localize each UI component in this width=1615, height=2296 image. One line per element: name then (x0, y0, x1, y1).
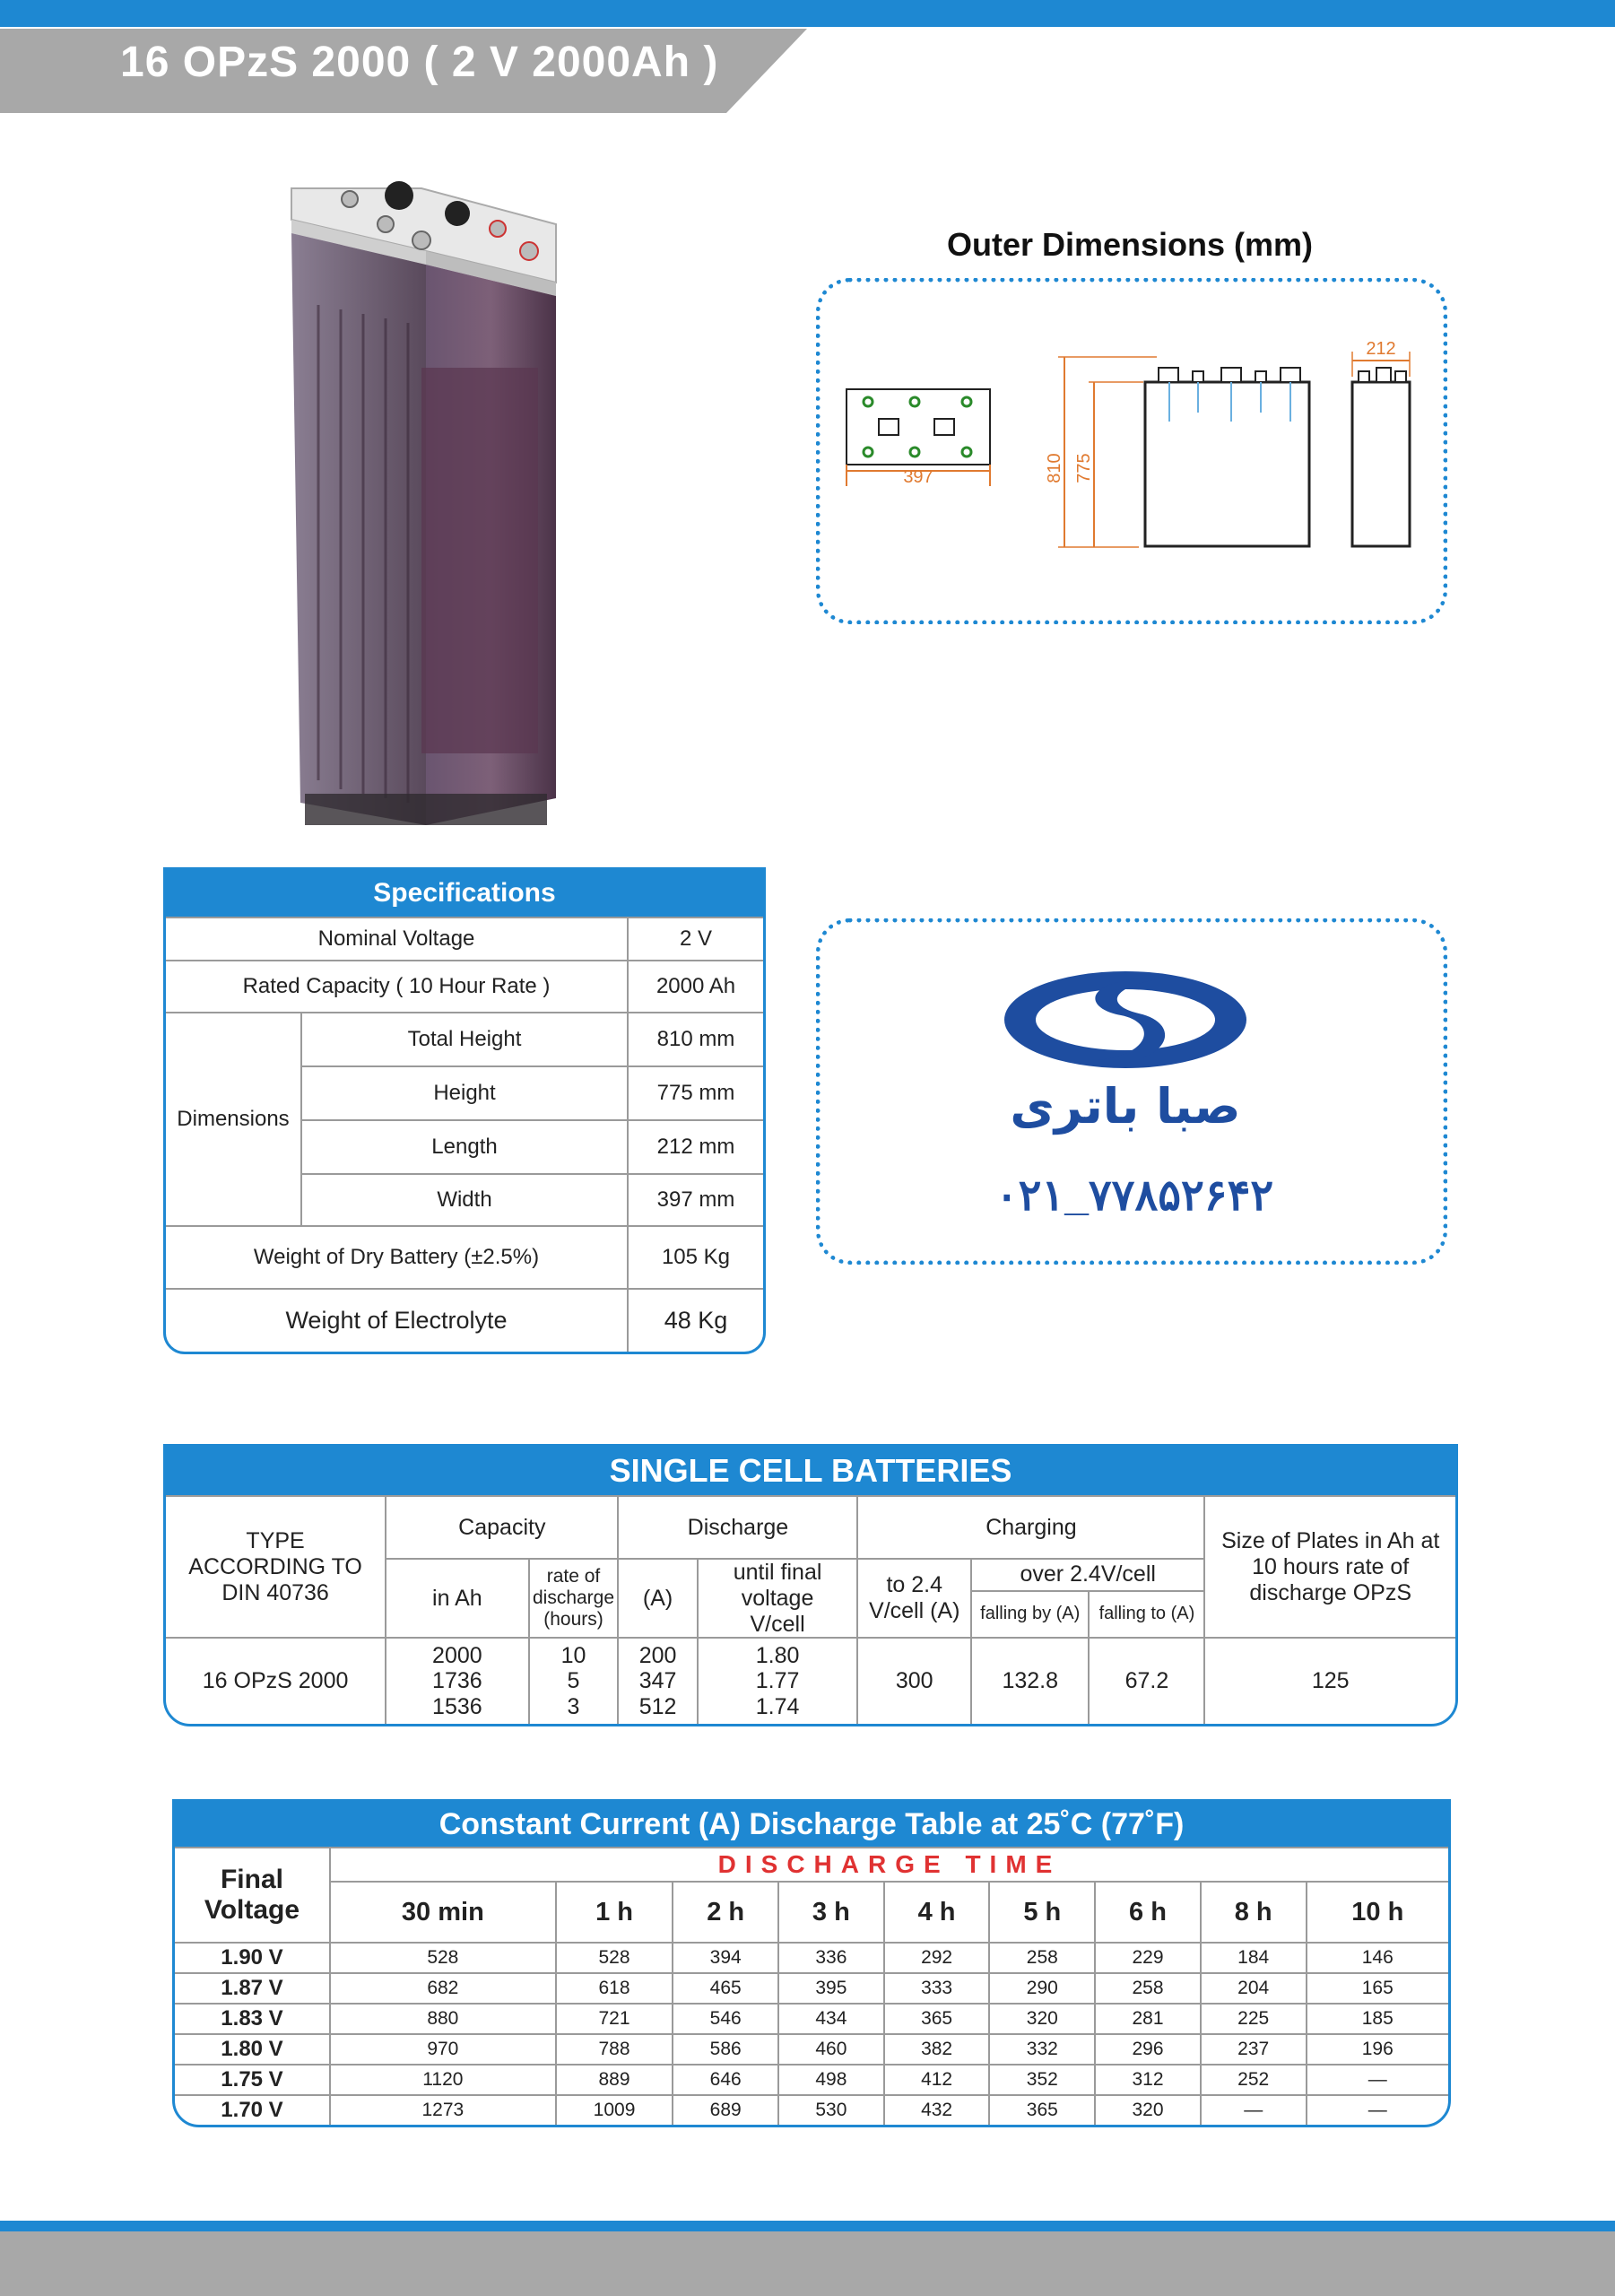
discharge-current-cell: 498 (778, 2065, 884, 2095)
capacity-value: 1736 (432, 1668, 482, 1694)
discharge-current-cell: 412 (884, 2065, 990, 2095)
saba-battery-logo (995, 960, 1264, 1166)
discharge-current-cell: 185 (1307, 2004, 1448, 2034)
capacity-header: Capacity (386, 1496, 618, 1559)
length-dimension-label: 212 (1366, 339, 1396, 359)
discharge-current-cell: 721 (556, 2004, 673, 2034)
discharge-current-cell: 646 (673, 2065, 778, 2095)
discharge-time-column-header: 8 h (1201, 1882, 1307, 1943)
final-voltage-value: 1.77 (755, 1668, 800, 1694)
width-dimension-label: 397 (903, 467, 933, 487)
rated-capacity-label: Rated Capacity ( 10 Hour Rate ) (166, 961, 628, 1013)
discharge-current-cell: 395 (778, 1973, 884, 2004)
discharge-current-cell: 618 (556, 1973, 673, 2004)
discharge-current-cell: 225 (1201, 2004, 1307, 2034)
discharge-time-column-header: 3 h (778, 1882, 884, 1943)
discharge-current-cell: 320 (1095, 2095, 1201, 2125)
discharge-table-row (175, 2034, 1448, 2065)
discharge-current-cell: 258 (989, 1943, 1095, 1973)
discharge-time-header: DISCHARGE TIME (330, 1848, 1448, 1882)
dimensions-label: Dimensions (166, 1013, 301, 1226)
over-24-header: over 2.4V/cell (971, 1559, 1204, 1591)
discharge-current-cell: 682 (330, 1973, 556, 2004)
discharge-table-row (175, 1943, 1448, 1973)
width-label: Width (301, 1174, 628, 1226)
discharge-table-row (175, 2004, 1448, 2034)
rate-of-discharge-header: rate of discharge (hours) (529, 1559, 619, 1638)
current-value: 200 (638, 1642, 677, 1668)
charging-header: Charging (857, 1496, 1204, 1559)
outer-dimensions-title: Outer Dimensions (mm) (946, 226, 1314, 263)
height-value: 775 mm (628, 1066, 763, 1120)
phone-number: ۰۲۱_۷۷۸۵۲۶۴۲ (994, 1172, 1274, 1220)
rated-capacity-value: 2000 Ah (628, 961, 763, 1013)
top-accent-bar (0, 0, 1615, 27)
capacity-value: 2000 (432, 1642, 482, 1668)
discharge-current-cell: 382 (884, 2034, 990, 2065)
discharge-current-cell: 320 (989, 2004, 1095, 2034)
discharge-current-cell: 689 (673, 2095, 778, 2125)
falling-to-value: 67.2 (1089, 1638, 1204, 1724)
final-voltage-cell: 1.90 V (175, 1943, 330, 1973)
discharge-current-cell: — (1201, 2095, 1307, 2125)
discharge-table (172, 1799, 1451, 2127)
total-height-dimension-label: 810 (1045, 453, 1064, 483)
in-ah-header: in Ah (386, 1559, 528, 1638)
specifications-title: Specifications (166, 870, 763, 918)
discharge-table-title: Constant Current (A) Discharge Table at 25˚C (77˚F) (175, 1802, 1448, 1848)
discharge-current-cell: 196 (1307, 2034, 1448, 2065)
discharge-current-cell: 460 (778, 2034, 884, 2065)
final-voltage-value: 1.80 (755, 1642, 800, 1668)
total-height-value: 810 mm (628, 1013, 763, 1066)
discharge-current-cell: 146 (1307, 1943, 1448, 1973)
discharge-time-column-header: 30 min (330, 1882, 556, 1943)
single-cell-title: SINGLE CELL BATTERIES (166, 1447, 1455, 1496)
final-voltage-cell: 1.87 V (175, 1973, 330, 2004)
discharge-time-column-header: 2 h (673, 1882, 778, 1943)
capacity-value: 1536 (432, 1694, 482, 1720)
height-label: Height (301, 1066, 628, 1120)
discharge-time-column-header: 5 h (989, 1882, 1095, 1943)
discharge-current-cell: 530 (778, 2095, 884, 2125)
until-final-voltage-header: until final voltage V/cell (698, 1559, 858, 1638)
final-voltage-cell: 1.70 V (175, 2095, 330, 2125)
falling-by-header: falling by (A) (971, 1591, 1089, 1639)
rate-value: 5 (567, 1668, 580, 1694)
discharge-table-row (175, 2065, 1448, 2095)
final-voltage-cell: 1.83 V (175, 2004, 330, 2034)
single-cell-table (163, 1444, 1458, 1726)
bottom-accent-bar (0, 2221, 1615, 2231)
discharge-time-column-header: 1 h (556, 1882, 673, 1943)
discharge-current-cell: 165 (1307, 1973, 1448, 2004)
rate-values-cell (529, 1638, 619, 1724)
discharge-time-column-header: 4 h (884, 1882, 990, 1943)
final-voltage-cell: 1.80 V (175, 2034, 330, 2065)
discharge-current-cell: 237 (1201, 2034, 1307, 2065)
discharge-current-cell: 1273 (330, 2095, 556, 2125)
final-voltage-values-cell (698, 1638, 858, 1724)
plates-value: 125 (1204, 1638, 1455, 1724)
rate-value: 10 (560, 1642, 586, 1668)
specifications-table (163, 867, 766, 1354)
discharge-current-cell: 352 (989, 2065, 1095, 2095)
type-header: TYPE ACCORDING TO DIN 40736 (166, 1496, 386, 1638)
discharge-current-cell: 333 (884, 1973, 990, 2004)
current-values-cell (618, 1638, 697, 1724)
discharge-current-cell: 184 (1201, 1943, 1307, 1973)
footer-band (0, 2231, 1615, 2296)
discharge-current-cell: 312 (1095, 2065, 1201, 2095)
discharge-current-cell: 296 (1095, 2034, 1201, 2065)
discharge-current-cell: 394 (673, 1943, 778, 1973)
discharge-current-cell: 1009 (556, 2095, 673, 2125)
falling-to-header: falling to (A) (1089, 1591, 1204, 1639)
electrolyte-value: 48 Kg (628, 1289, 763, 1352)
charge-to-24-header: to 2.4 V/cell (A) (857, 1559, 971, 1638)
length-label: Length (301, 1120, 628, 1174)
discharge-current-cell: — (1307, 2095, 1448, 2125)
discharge-current-cell: 889 (556, 2065, 673, 2095)
brand-name-text: صبا باتری (1010, 1078, 1241, 1135)
height-dimension-label: 775 (1074, 453, 1094, 483)
discharge-table-row (175, 1973, 1448, 2004)
battery-product-image (278, 170, 565, 834)
discharge-current-cell: 970 (330, 2034, 556, 2065)
electrolyte-label: Weight of Electrolyte (166, 1289, 628, 1352)
discharge-current-cell: 229 (1095, 1943, 1201, 1973)
amps-header: (A) (618, 1559, 697, 1638)
dry-weight-value: 105 Kg (628, 1226, 763, 1289)
final-voltage-value: 1.74 (755, 1694, 800, 1720)
discharge-current-cell: 465 (673, 1973, 778, 2004)
final-voltage-header: Final Voltage (175, 1848, 330, 1943)
discharge-current-cell: 586 (673, 2034, 778, 2065)
discharge-current-cell: 336 (778, 1943, 884, 1973)
discharge-table-row (175, 2095, 1448, 2125)
discharge-current-cell: 204 (1201, 1973, 1307, 2004)
discharge-current-cell: 292 (884, 1943, 990, 1973)
discharge-current-cell: 528 (330, 1943, 556, 1973)
discharge-header: Discharge (618, 1496, 857, 1559)
current-value: 512 (638, 1694, 677, 1720)
discharge-current-cell: 281 (1095, 2004, 1201, 2034)
discharge-current-cell: 332 (989, 2034, 1095, 2065)
width-value: 397 mm (628, 1174, 763, 1226)
discharge-time-column-header: 10 h (1307, 1882, 1448, 1943)
discharge-current-cell: 546 (673, 2004, 778, 2034)
discharge-current-cell: 252 (1201, 2065, 1307, 2095)
capacity-values-cell (386, 1638, 528, 1724)
nominal-voltage-label: Nominal Voltage (166, 918, 628, 961)
discharge-current-cell: 434 (778, 2004, 884, 2034)
charge-to-24-value: 300 (857, 1638, 971, 1724)
discharge-time-column-header: 6 h (1095, 1882, 1201, 1943)
falling-by-value: 132.8 (971, 1638, 1089, 1724)
dry-weight-label: Weight of Dry Battery (±2.5%) (166, 1226, 628, 1289)
discharge-current-cell: 365 (989, 2095, 1095, 2125)
total-height-label: Total Height (301, 1013, 628, 1066)
rate-value: 3 (567, 1694, 580, 1720)
length-value: 212 mm (628, 1120, 763, 1174)
final-voltage-cell: 1.75 V (175, 2065, 330, 2095)
discharge-current-cell: — (1307, 2065, 1448, 2095)
plates-header: Size of Plates in Ah at 10 hours rate of discharge OPzS (1204, 1496, 1455, 1638)
nominal-voltage-value: 2 V (628, 918, 763, 961)
discharge-current-cell: 528 (556, 1943, 673, 1973)
discharge-current-cell: 432 (884, 2095, 990, 2125)
current-value: 347 (638, 1668, 677, 1694)
discharge-current-cell: 880 (330, 2004, 556, 2034)
discharge-current-cell: 258 (1095, 1973, 1201, 2004)
discharge-current-cell: 788 (556, 2034, 673, 2065)
discharge-current-cell: 365 (884, 2004, 990, 2034)
dimension-drawing (816, 278, 1447, 624)
discharge-current-cell: 1120 (330, 2065, 556, 2095)
page-title: 16 OPzS 2000 ( 2 V 2000Ah ) (120, 39, 719, 86)
battery-type-cell: 16 OPzS 2000 (166, 1638, 386, 1724)
discharge-current-cell: 290 (989, 1973, 1095, 2004)
